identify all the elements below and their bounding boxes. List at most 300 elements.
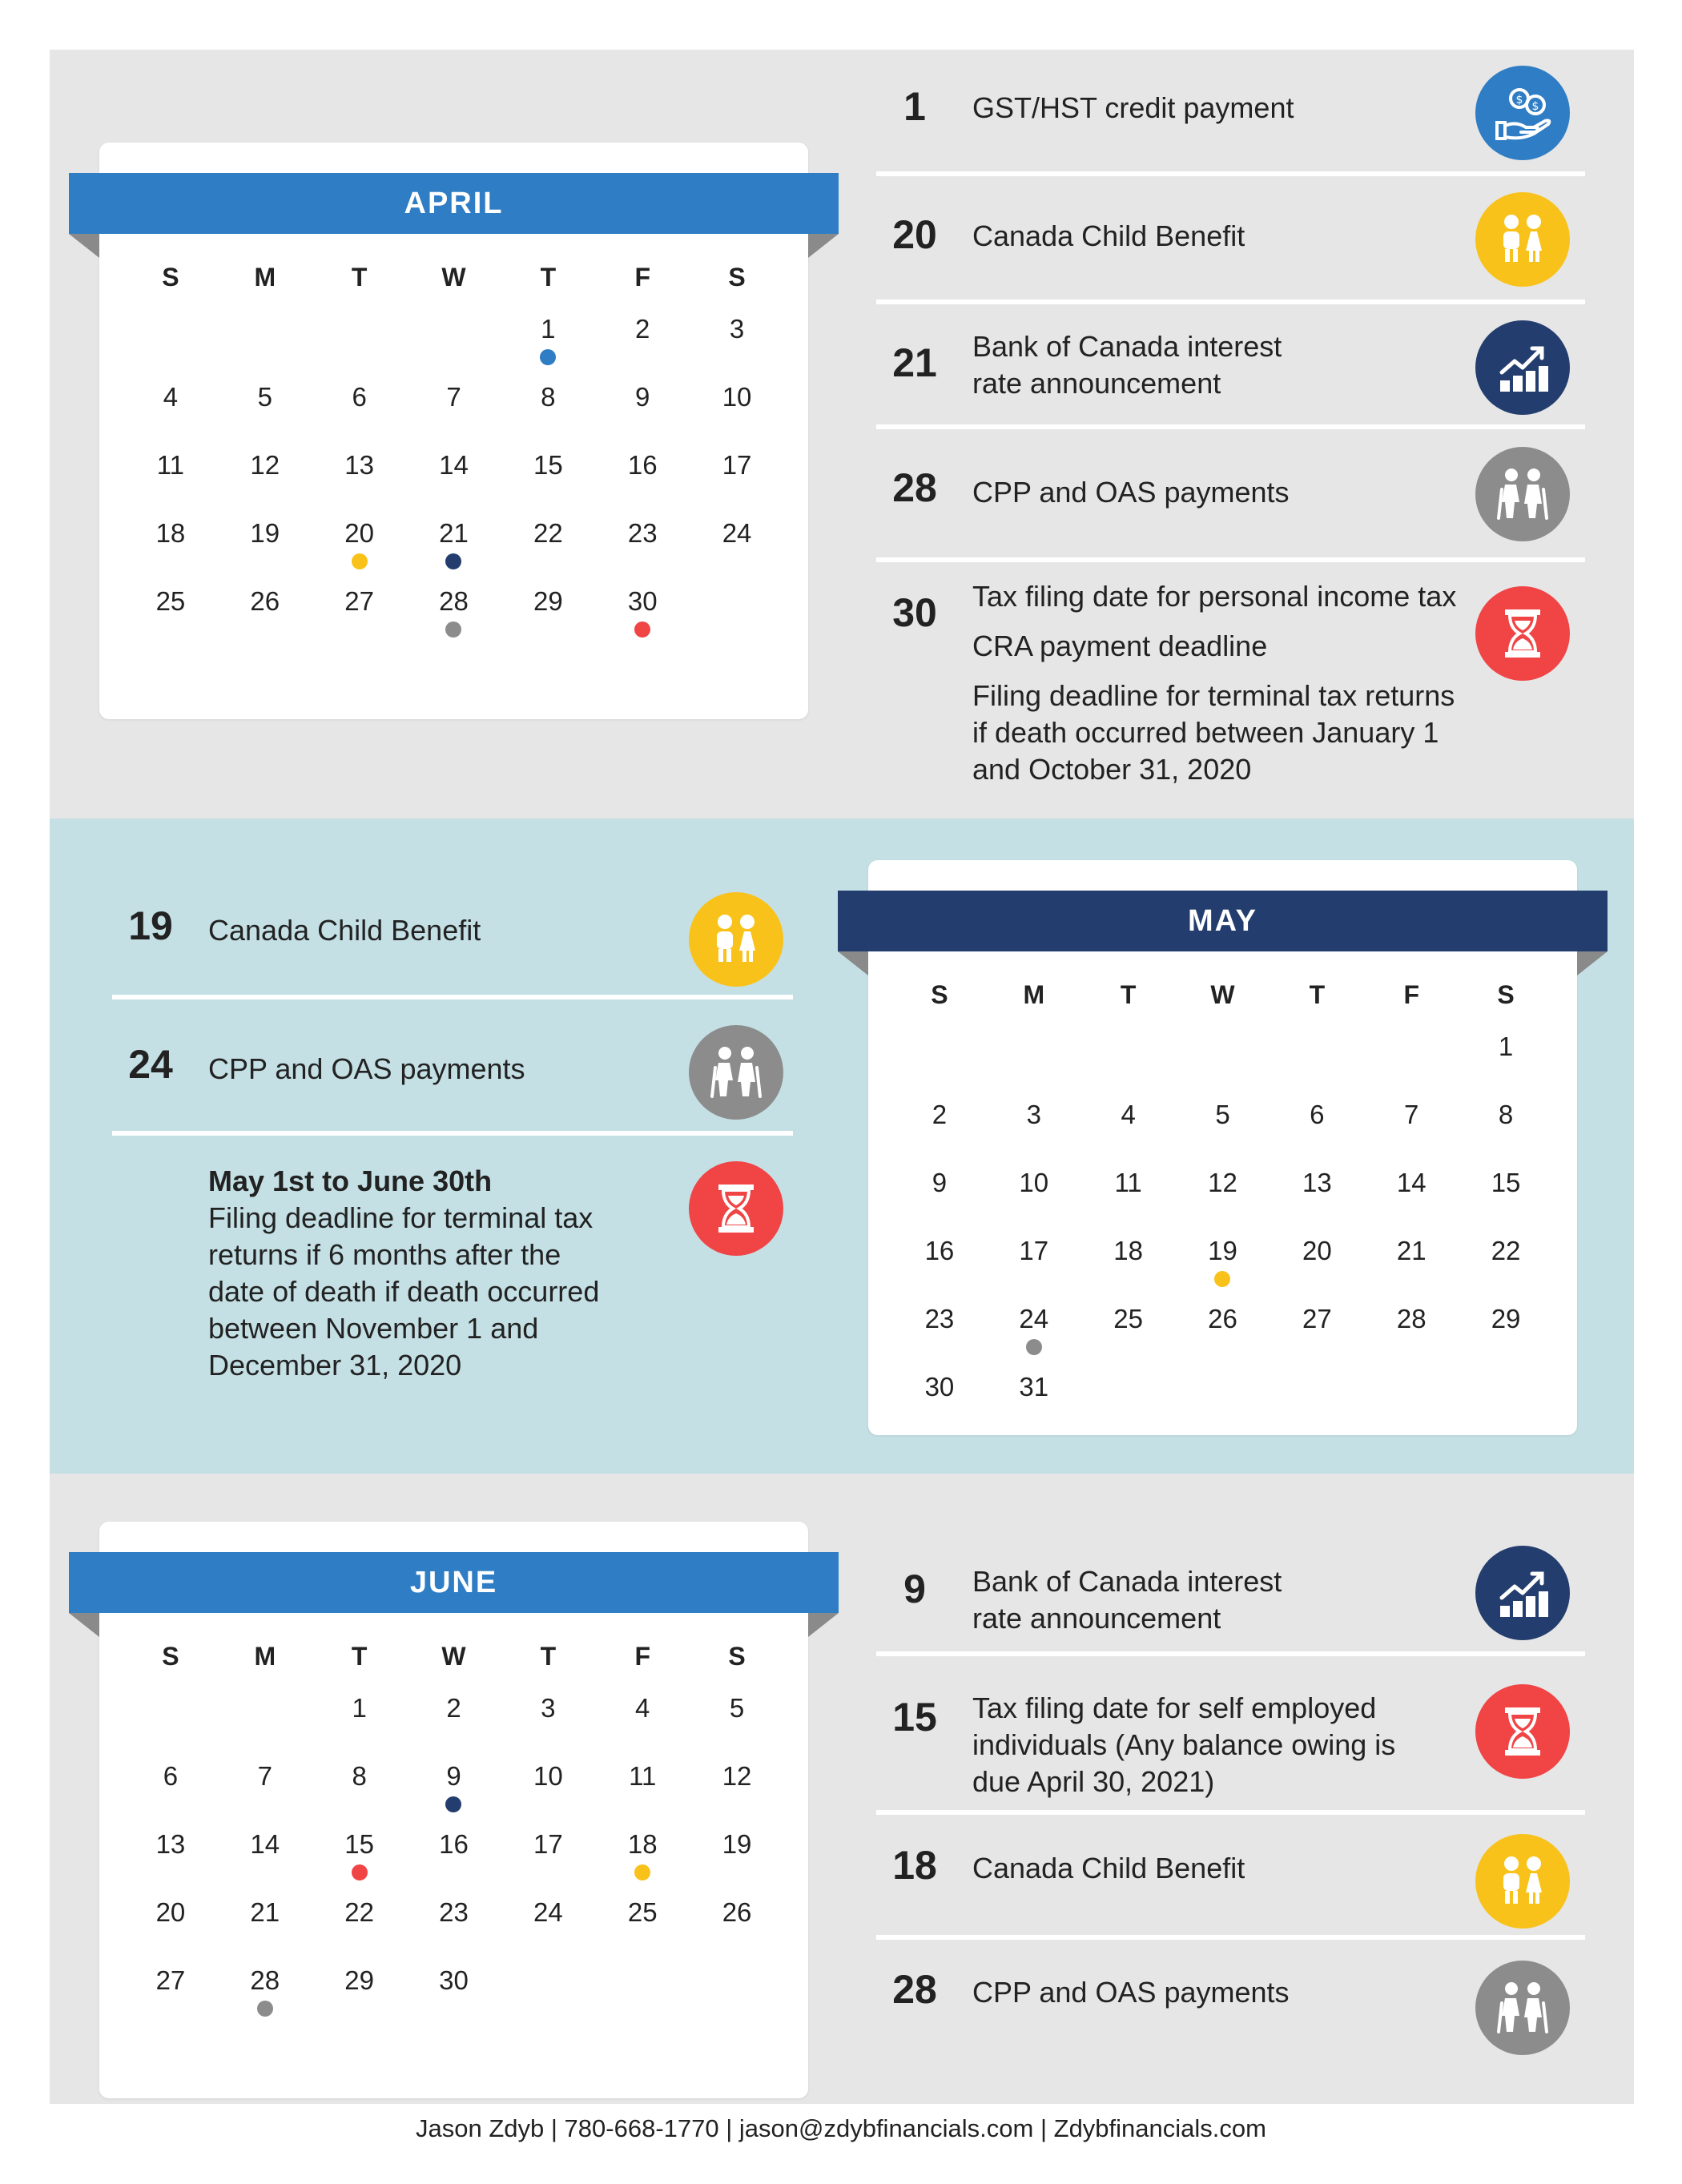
day-number: 28 <box>1396 1304 1426 1333</box>
calendar-day <box>892 1289 987 1357</box>
calendar-day <box>1176 1085 1270 1153</box>
calendar-day <box>1459 1085 1553 1153</box>
calendar-day <box>1270 1221 1364 1289</box>
empty-day-cell <box>312 300 407 368</box>
day-number: 20 <box>155 1897 186 1927</box>
calendar-day <box>312 436 407 504</box>
day-number: 28 <box>250 1965 280 1995</box>
june-calendar-grid <box>123 1634 784 2019</box>
event-divider <box>112 1131 793 1136</box>
day-number: 9 <box>932 1168 948 1197</box>
event-text-line: Canada Child Benefit <box>972 1852 1245 1884</box>
day-number: 18 <box>627 1829 658 1859</box>
event-description <box>972 1563 1282 1637</box>
event-text-line: individuals (Any balance owing is <box>972 1728 1396 1761</box>
growth-chart-icon <box>1475 320 1570 415</box>
event-day-number: 9 <box>903 1567 926 1611</box>
event-text-line: CRA payment deadline <box>972 629 1268 662</box>
calendar-day <box>892 1085 987 1153</box>
calendar-day <box>690 436 784 504</box>
event-text-line: rate announcement <box>972 1602 1221 1635</box>
april-calendar <box>99 143 808 719</box>
day-number: 24 <box>1019 1304 1049 1333</box>
hourglass-icon <box>1475 586 1570 681</box>
calendar-day <box>892 1221 987 1289</box>
calendar-day <box>1364 1221 1459 1289</box>
june-month-title: JUNE <box>69 1552 839 1613</box>
day-number: 16 <box>439 1829 469 1859</box>
day-number: 24 <box>722 518 752 548</box>
event-marker-dot <box>352 1864 368 1880</box>
calendar-day <box>1081 1153 1176 1221</box>
calendar-day <box>312 1951 407 2019</box>
event-marker-dot <box>634 1864 650 1880</box>
day-number: 17 <box>1019 1236 1049 1265</box>
day-number: 2 <box>635 314 650 344</box>
day-number: 26 <box>250 586 280 616</box>
event-marker-dot <box>445 553 461 569</box>
day-number: 7 <box>1404 1100 1419 1129</box>
calendar-day <box>407 368 501 436</box>
event-description <box>208 1163 599 1384</box>
day-number: 11 <box>629 1761 657 1791</box>
calendar-day <box>1270 1085 1364 1153</box>
ribbon-fold <box>808 234 839 258</box>
april-month-title: APRIL <box>69 173 839 234</box>
day-number: 6 <box>1310 1100 1325 1129</box>
event-description <box>972 328 1282 402</box>
day-number: 23 <box>627 518 658 548</box>
event-day-number: 21 <box>892 340 937 385</box>
day-number: 22 <box>344 1897 374 1927</box>
event-divider <box>876 300 1585 304</box>
calendar-day <box>595 1747 690 1815</box>
calendar-day <box>407 572 501 640</box>
calendar-day <box>690 1815 784 1883</box>
calendar-day <box>501 1747 595 1815</box>
weekday-header: T <box>540 1642 557 1671</box>
day-number: 30 <box>627 586 658 616</box>
event-text-line: date of death if death occurred <box>208 1275 600 1308</box>
weekday-header: M <box>254 1642 276 1671</box>
day-number: 19 <box>250 518 280 548</box>
weekday-header: F <box>634 263 650 292</box>
day-number: 21 <box>1396 1236 1426 1265</box>
empty-day-cell <box>123 1679 218 1747</box>
event-text-line: Canada Child Benefit <box>972 219 1245 252</box>
calendar-day <box>218 1951 312 2019</box>
day-number: 7 <box>446 382 461 412</box>
weekday-header: F <box>1403 980 1419 1009</box>
event-day-number: 30 <box>892 590 937 635</box>
calendar-day <box>501 368 595 436</box>
may-month-title: MAY <box>838 891 1608 951</box>
event-text-line: Filing deadline for terminal tax <box>208 1201 594 1234</box>
day-number: 15 <box>1491 1168 1521 1197</box>
day-number: 8 <box>1498 1100 1514 1129</box>
day-number: 18 <box>1113 1236 1143 1265</box>
children-icon <box>689 892 783 987</box>
calendar-day <box>1459 1289 1553 1357</box>
calendar-day <box>690 1883 784 1951</box>
calendar-day <box>1176 1153 1270 1221</box>
event-day-number: 24 <box>128 1042 173 1087</box>
day-number: 30 <box>924 1372 955 1402</box>
event-day-number: 20 <box>892 212 937 257</box>
event-divider <box>112 995 793 999</box>
day-number: 20 <box>1302 1236 1332 1265</box>
event-marker-dot <box>445 621 461 638</box>
day-number: 12 <box>250 450 280 480</box>
calendar-day <box>218 368 312 436</box>
day-number: 24 <box>533 1897 563 1927</box>
calendar-day <box>1081 1085 1176 1153</box>
empty-day-cell <box>987 1017 1081 1085</box>
day-number: 20 <box>344 518 374 548</box>
calendar-day <box>501 572 595 640</box>
event-description <box>972 474 1290 511</box>
calendar-day <box>1364 1289 1459 1357</box>
event-description <box>972 1974 1290 2011</box>
calendar-day <box>501 300 595 368</box>
day-number: 30 <box>439 1965 469 1995</box>
calendar-day <box>407 1679 501 1747</box>
event-description <box>208 1051 525 1088</box>
event-day-number: 1 <box>903 84 926 129</box>
day-number: 11 <box>156 450 185 480</box>
calendar-day <box>407 1951 501 2019</box>
calendar-day <box>690 368 784 436</box>
event-text-line: Filing deadline for terminal tax returns <box>972 679 1455 712</box>
event-description <box>208 912 481 949</box>
event-description <box>972 1690 1395 1800</box>
calendar-day <box>501 1883 595 1951</box>
calendar-day <box>407 1815 501 1883</box>
calendar-day <box>218 1815 312 1883</box>
event-marker-dot <box>540 349 556 365</box>
weekday-header: S <box>162 263 179 292</box>
day-number: 3 <box>729 314 745 344</box>
event-description <box>972 578 1456 788</box>
calendar-day <box>595 368 690 436</box>
event-divider <box>876 557 1585 562</box>
calendar-day <box>1364 1085 1459 1153</box>
calendar-day <box>1459 1017 1553 1085</box>
calendar-day <box>595 504 690 572</box>
calendar-day <box>312 368 407 436</box>
event-text-line: Bank of Canada interest <box>972 1565 1282 1598</box>
day-number: 26 <box>722 1897 752 1927</box>
event-text-line: rate announcement <box>972 367 1221 400</box>
calendar-day <box>312 1815 407 1883</box>
day-number: 5 <box>729 1693 745 1723</box>
day-number: 25 <box>1113 1304 1143 1333</box>
day-number: 25 <box>627 1897 658 1927</box>
calendar-day <box>1081 1221 1176 1289</box>
day-number: 6 <box>163 1761 179 1791</box>
weekday-header: S <box>728 263 746 292</box>
calendar-day <box>595 300 690 368</box>
event-divider <box>876 171 1585 176</box>
calendar-day <box>218 1747 312 1815</box>
day-number: 29 <box>344 1965 374 1995</box>
hand-money-icon <box>1475 66 1570 160</box>
calendar-day <box>690 300 784 368</box>
april-events <box>876 50 1585 818</box>
day-number: 6 <box>352 382 367 412</box>
calendar-day <box>407 1747 501 1815</box>
event-text-line: Tax filing date for personal income tax <box>972 580 1457 613</box>
day-number: 21 <box>250 1897 280 1927</box>
event-text-line: returns if 6 months after the <box>208 1238 561 1271</box>
event-marker-dot <box>1026 1339 1042 1355</box>
may-calendar <box>868 860 1577 1435</box>
event-marker-dot <box>257 2001 273 2017</box>
empty-day-cell <box>1081 1017 1176 1085</box>
calendar-day <box>123 1951 218 2019</box>
calendar-day <box>501 504 595 572</box>
calendar-day <box>123 1815 218 1883</box>
event-text-line: due April 30, 2021) <box>972 1765 1215 1798</box>
empty-day-cell <box>1364 1017 1459 1085</box>
day-number: 1 <box>352 1693 367 1723</box>
calendar-day <box>123 504 218 572</box>
day-number: 22 <box>1491 1236 1521 1265</box>
event-text-line: CPP and OAS payments <box>972 1976 1290 2009</box>
event-marker-dot <box>1214 1271 1230 1287</box>
calendar-day <box>312 1679 407 1747</box>
day-number: 12 <box>722 1761 752 1791</box>
calendar-day <box>218 572 312 640</box>
day-number: 7 <box>257 1761 272 1791</box>
day-number: 18 <box>155 518 186 548</box>
hourglass-icon <box>689 1161 783 1256</box>
event-divider <box>876 1651 1585 1656</box>
calendar-day <box>595 1815 690 1883</box>
seniors-icon <box>689 1025 783 1120</box>
weekday-header: T <box>540 263 557 292</box>
day-number: 4 <box>1121 1100 1136 1129</box>
event-day-number: 28 <box>892 1967 937 2012</box>
calendar-day <box>501 436 595 504</box>
day-number: 5 <box>1215 1100 1230 1129</box>
may-events <box>112 818 793 1474</box>
day-number: 1 <box>541 314 556 344</box>
children-icon <box>1475 1834 1570 1929</box>
calendar-day <box>892 1357 987 1426</box>
calendar-day <box>987 1085 1081 1153</box>
june-calendar <box>99 1522 808 2098</box>
calendar-day <box>987 1221 1081 1289</box>
weekday-header: S <box>728 1642 746 1671</box>
calendar-day <box>892 1153 987 1221</box>
calendar-day <box>312 504 407 572</box>
calendar-day <box>407 504 501 572</box>
day-number: 13 <box>155 1829 186 1859</box>
calendar-day <box>987 1153 1081 1221</box>
day-number: 27 <box>155 1965 186 1995</box>
weekday-header: T <box>1309 980 1326 1009</box>
calendar-day <box>1364 1153 1459 1221</box>
empty-day-cell <box>892 1017 987 1085</box>
day-number: 19 <box>1208 1236 1237 1265</box>
calendar-day <box>690 504 784 572</box>
empty-day-cell <box>407 300 501 368</box>
ribbon-fold <box>1577 951 1608 975</box>
day-number: 19 <box>722 1829 752 1859</box>
event-text-line: GST/HST credit payment <box>972 91 1294 124</box>
day-number: 11 <box>1114 1168 1142 1197</box>
day-number: 23 <box>924 1304 955 1333</box>
calendar-day <box>312 1883 407 1951</box>
calendar-day <box>1270 1153 1364 1221</box>
weekday-header: W <box>441 1642 466 1671</box>
event-description <box>972 218 1245 255</box>
event-divider <box>876 1935 1585 1940</box>
seniors-icon <box>1475 1961 1570 2055</box>
calendar-day <box>407 436 501 504</box>
weekday-header: F <box>634 1642 650 1671</box>
day-number: 14 <box>1396 1168 1426 1197</box>
empty-day-cell <box>1270 1017 1364 1085</box>
seniors-icon <box>1475 447 1570 541</box>
event-divider <box>876 424 1585 429</box>
day-number: 28 <box>439 586 469 616</box>
calendar-day <box>123 1747 218 1815</box>
day-number: 4 <box>635 1693 650 1723</box>
calendar-day <box>218 504 312 572</box>
svg-text:$: $ <box>1515 94 1523 107</box>
day-number: 4 <box>163 382 179 412</box>
day-number: 27 <box>344 586 374 616</box>
weekday-header: S <box>1497 980 1515 1009</box>
day-number: 10 <box>1019 1168 1049 1197</box>
day-number: 10 <box>533 1761 563 1791</box>
calendar-day <box>1459 1153 1553 1221</box>
event-divider <box>876 1810 1585 1815</box>
calendar-day <box>595 436 690 504</box>
empty-day-cell <box>218 300 312 368</box>
event-day-number: 28 <box>892 465 937 510</box>
event-marker-dot <box>445 1796 461 1812</box>
hourglass-icon <box>1475 1684 1570 1779</box>
weekday-header: T <box>351 263 368 292</box>
day-number: 13 <box>1302 1168 1332 1197</box>
ribbon-fold <box>69 1613 99 1637</box>
children-icon <box>1475 192 1570 287</box>
day-number: 23 <box>439 1897 469 1927</box>
calendar-day <box>690 1747 784 1815</box>
event-text-line: and October 31, 2020 <box>972 753 1252 786</box>
svg-text:$: $ <box>1531 100 1539 113</box>
day-number: 17 <box>533 1829 563 1859</box>
calendar-day <box>595 1883 690 1951</box>
may-calendar-grid <box>892 972 1553 1426</box>
weekday-header: S <box>931 980 948 1009</box>
ribbon-fold <box>808 1613 839 1637</box>
april-calendar-grid <box>123 255 784 640</box>
event-marker-dot <box>352 553 368 569</box>
day-number: 10 <box>722 382 752 412</box>
day-number: 29 <box>533 586 563 616</box>
weekday-header: T <box>1120 980 1137 1009</box>
event-text-line: between November 1 and <box>208 1312 539 1345</box>
day-number: 21 <box>439 518 469 548</box>
event-marker-dot <box>634 621 650 638</box>
event-description <box>972 1850 1245 1887</box>
day-number: 2 <box>932 1100 948 1129</box>
event-text-line: Bank of Canada interest <box>972 330 1282 363</box>
event-text-line: December 31, 2020 <box>208 1349 462 1382</box>
day-number: 9 <box>446 1761 461 1791</box>
event-day-number: 15 <box>892 1695 937 1740</box>
day-number: 5 <box>257 382 272 412</box>
day-number: 27 <box>1302 1304 1332 1333</box>
calendar-day <box>595 572 690 640</box>
calendar-day <box>123 368 218 436</box>
event-description <box>972 90 1294 127</box>
calendar-day <box>1459 1221 1553 1289</box>
event-text-line: if death occurred between January 1 <box>972 716 1439 749</box>
calendar-day <box>501 1815 595 1883</box>
day-number: 8 <box>352 1761 367 1791</box>
weekday-header: T <box>351 1642 368 1671</box>
day-number: 16 <box>924 1236 955 1265</box>
calendar-day <box>690 1679 784 1747</box>
day-number: 26 <box>1208 1304 1237 1333</box>
day-number: 17 <box>722 450 752 480</box>
event-text-line: Canada Child Benefit <box>208 914 481 947</box>
event-heading: May 1st to June 30th <box>208 1164 493 1197</box>
ribbon-fold <box>838 951 868 975</box>
day-number: 15 <box>344 1829 374 1859</box>
day-number: 9 <box>635 382 650 412</box>
calendar-day <box>987 1289 1081 1357</box>
day-number: 13 <box>344 450 374 480</box>
footer-contact: Jason Zdyb | 780-668-1770 | jason@zdybfinancials.com | Zdybfinancials.com <box>416 2114 1266 2142</box>
day-number: 1 <box>1498 1032 1514 1061</box>
day-number: 31 <box>1019 1372 1049 1402</box>
calendar-day <box>123 436 218 504</box>
weekday-header: W <box>441 263 466 292</box>
day-number: 16 <box>627 450 658 480</box>
calendar-day <box>1270 1289 1364 1357</box>
calendar-day <box>1176 1221 1270 1289</box>
event-text-line: Tax filing date for self employed <box>972 1691 1377 1724</box>
weekday-header: W <box>1210 980 1235 1009</box>
ribbon-fold <box>69 234 99 258</box>
calendar-day <box>501 1679 595 1747</box>
calendar-day <box>218 1883 312 1951</box>
weekday-header: M <box>1023 980 1045 1009</box>
calendar-day <box>407 1883 501 1951</box>
june-events <box>876 1474 1585 2104</box>
day-number: 2 <box>446 1693 461 1723</box>
weekday-header: S <box>162 1642 179 1671</box>
calendar-day <box>1176 1289 1270 1357</box>
calendar-day <box>1081 1289 1176 1357</box>
calendar-day <box>987 1357 1081 1426</box>
event-text-line: CPP and OAS payments <box>972 476 1290 509</box>
day-number: 29 <box>1491 1304 1521 1333</box>
empty-day-cell <box>1176 1017 1270 1085</box>
growth-chart-icon <box>1475 1546 1570 1640</box>
event-text-line: CPP and OAS payments <box>208 1052 525 1085</box>
day-number: 14 <box>250 1829 280 1859</box>
calendar-day <box>312 1747 407 1815</box>
calendar-day <box>312 572 407 640</box>
day-number: 8 <box>541 382 556 412</box>
